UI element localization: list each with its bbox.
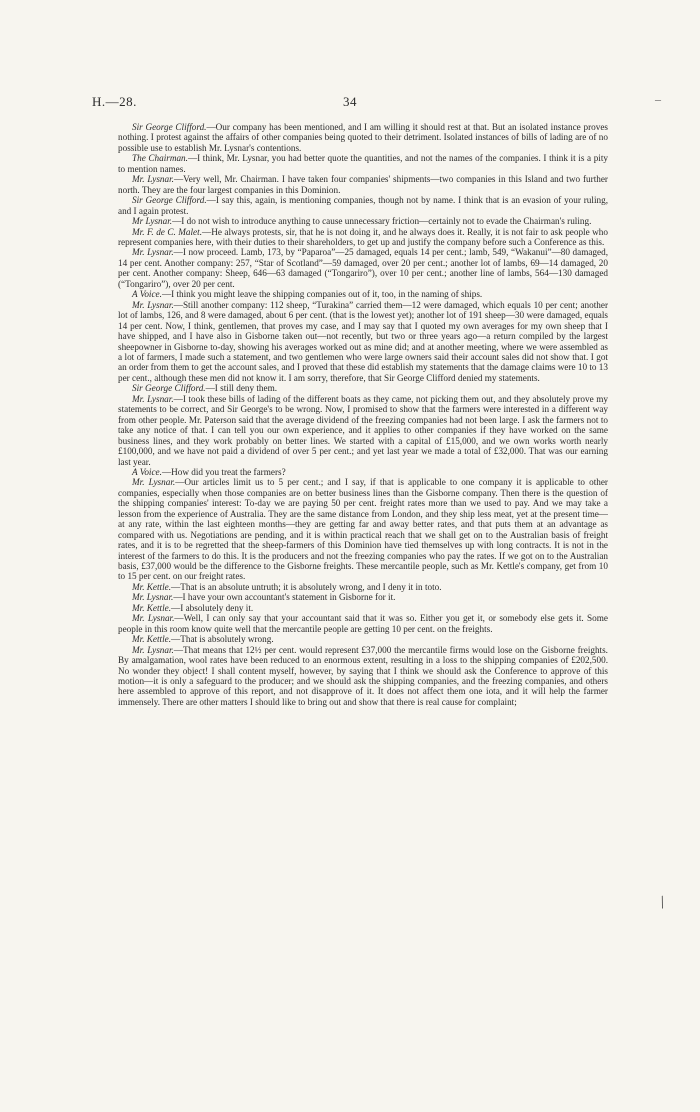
speaker-name: Mr. Lysnar. (132, 477, 176, 488)
speech-text: —That is absolutely wrong. (171, 634, 274, 645)
speaker-name: A Voice. (132, 466, 162, 477)
paragraph (118, 227, 608, 248)
margin-mark-top: – (655, 92, 661, 106)
speaker-name: Mr. Lysnar. (132, 299, 174, 310)
speaker-name: A Voice. (132, 289, 162, 300)
speech-text: —Still another company: 112 sheep, “Turakina” carried them—12 were damaged, which equals 10 per cent; another lot of lambs, 126, and 8 were damaged, about 6 per cent. (that is the lowest yet); another lot of 191 sheep—30 were damaged, equals 14 per cent. Now, I think, gentlemen, that proves my case, and I may say that I quoted my own averages for my own sheep that I have shipped, and I have also in Gisborne taken out—not recently, but two or three years ago—a return compiled by the largest sheepowner in Gisborne to-day, showing his averages worked out as mine did; and at another meeting, where we were assembled as a lot of farmers, I made such a statement, and two gentlemen who were large owners said their account sales did not show that. I got an order from them to get the account sales, and I proved that these did establish my statements that the damage claims were 10 to 13 per cent., although these men did not know it. I am sorry, therefore, that Sir George Clifford denied my statements. (118, 299, 609, 383)
paragraph (118, 603, 608, 613)
paragraph (118, 216, 608, 226)
speech-text: —Our articles limit us to 5 per cent.; and I say, if that is applicable to one company it is applicable to other companies, especially when those companies are on better business lines than the Gisborne company. Then there is the question of the shipping companies' interest: To-day we are paying 50 per cent. freight rates more than we used to pay. And we may take a lesson from the experience of Australia. They are the same distance from London, and they ship less meat, yet at the present time—at any rate, within the last eighteen months—they are getting far and away better rates, and that puts them at an advantage as compared with us. Negotiations are pending, and it is within practical reach that we shall get on to the Australian basis of freight rates, and it is to be regretted that the sheep-farmers of this Dominion have tied themselves up with long contracts. It is not in the interest of the farmers to do this. It is the producers and not the freezing companies who pay the rates. If we got on to the Australian basis, £37,000 would be the difference to the Gisborne freights. These mercantile people, such as Mr. Kettle's company, get from 10 to 15 per cent. on our freight rates. (118, 477, 608, 582)
paragraph (118, 174, 608, 195)
speaker-name: Mr. Kettle. (132, 634, 172, 645)
speaker-name: Sir George Clifford. (132, 195, 207, 206)
speech-text: —Our company has been mentioned, and I am willing it should rest at that. But an isolated instance proves nothing. I protest against the affairs of other companies being quoted to their detriment. Isolated instances of bills of lading are of no possible use to establish Mr. Lysnar's contentions. (118, 122, 608, 153)
paragraph (118, 195, 608, 216)
paragraph (118, 613, 608, 634)
speaker-name: Mr. Kettle. (132, 602, 172, 613)
paragraph (118, 247, 608, 289)
paragraph (118, 582, 608, 592)
paragraph (118, 634, 608, 644)
speaker-name: Mr. Lysnar. (132, 247, 174, 258)
speech-text: —I took these bills of lading of the different boats as they came, not picking them out, and they absolutely prove my statements to be correct, and Sir George's to be wrong. Now, I promised to show that the farmers were interested in a different way from other people. Mr. Paterson said that the average dividend of the freezing companies had not been large. I ask the farmers not to take any notice of that. I can tell you our own experience, and it applies to other companies if they have worked on the same business lines, and they work probably on better lines. We started with a capital of £15,000, and we own works worth nearly £100,000, and we have not paid a dividend of over 5 per cent.; and yet last year we made a total of £32,000. That was our earning last year. (118, 393, 608, 467)
paragraph (118, 383, 608, 393)
speech-text: —Very well, Mr. Chairman. I have taken four companies' shipments—two companies in this Island and two further north. They are the four largest companies in this Dominion. (118, 174, 608, 195)
paragraph (118, 645, 608, 708)
speech-text: —I still deny them. (205, 383, 278, 394)
speech-text: —That is an absolute untruth; it is absolutely wrong, and I deny it in toto. (171, 581, 442, 592)
speaker-name: Mr. F. de C. Malet. (132, 226, 202, 237)
speech-text: —How did you treat the farmers? (161, 466, 286, 477)
speaker-name: Mr. Lysnar. (132, 174, 174, 185)
speech-text: —I absolutely deny it. (171, 602, 254, 613)
speaker-name: Sir George Clifford. (132, 383, 206, 394)
speaker-name: Mr Lysnar. (132, 216, 173, 227)
paragraph (118, 122, 608, 153)
speech-text: —I think, Mr. Lysnar, you had better quote the quantities, and not the names of the companies. I think it is a pity to mention names. (118, 153, 608, 174)
page-header (92, 94, 608, 110)
speech-text: —Well, I can only say that your accountant said that it was so. Either you get it, or somebody else gets it. Some people in this room know quite well that the mercantile people are getting 10 per cent. on the freights. (118, 613, 608, 634)
paragraph (118, 300, 608, 384)
speech-text: —That means that 12½ per cent. would represent £37,000 the mercantile firms would lose on the Gisborne freights. By amalgamation, wool rates have been reduced to an enormous extent, resulting in a loss to the shipping companies of £202,500. No wonder they object! I shall content myself, however, by saying that I think we should ask the Conference to approve of this motion—it is only a safeguard to the producer; and we should ask the shipping companies, and the freezing companies, and others here assembled to approve of this report, and not disapprove of it. It does not affect them one iota, and it will help the farmer immensely. There are other matters I should like to bring out and show that there is real cause for complaint; (118, 644, 608, 707)
speech-text: —I have your own accountant's statement in Gisborne for it. (173, 592, 396, 603)
speech-text: —I now proceed. Lamb, 173, by “Paparoa”—25 damaged, equals 14 per cent.; lamb, 549, “Wakanui”—80 damaged, 14 per cent. Another company: 257, “Star of Scotland”—59 damaged, over 20 per cent.; another lot of lambs, 69—14 damaged, 20 per cent. Another company: Sheep, 646—63 damaged (“Tongariro”), over 10 per cent.; another line of lambs, 564—130 damaged (“Tongariro”), over 20 per cent. (118, 247, 608, 289)
speech-text: —He always protests, sir, that he is not doing it, and he always does it. Really, it is not fair to ask people who represent companies here, with their duties to their shareholders, to get up and justify the company before such a Conference as this. (118, 226, 608, 247)
speaker-name: Mr. Lysnar. (132, 644, 174, 655)
speech-text: —I do not wish to introduce anything to cause unnecessary friction—certainly not to evade the Chairman's ruling. (172, 216, 592, 227)
speaker-name: The Chairman. (132, 153, 188, 164)
speaker-name: Mr. Lysnar. (132, 393, 174, 404)
speaker-name: Mr. Lysnar. (132, 592, 174, 603)
paragraph (118, 592, 608, 602)
paragraph (118, 394, 608, 467)
speaker-name: Mr. Kettle. (132, 581, 172, 592)
paragraph (118, 467, 608, 477)
speaker-name: Sir George Clifford. (132, 122, 207, 132)
speech-text: —I say this, again, is mentioning companies, though not by name. I think that is an evasion of your ruling, and I again protest. (118, 195, 608, 216)
speaker-name: Mr. Lysnar. (132, 613, 175, 624)
transcript-body (118, 122, 608, 707)
paragraph (118, 477, 608, 582)
speech-text: —I think you might leave the shipping companies out of it, too, in the naming of ships. (161, 289, 483, 300)
paragraph (118, 153, 608, 174)
document-reference: H.—28. (92, 94, 137, 109)
paragraph (118, 289, 608, 299)
margin-mark-right: / (656, 891, 669, 913)
page-number: 34 (343, 94, 357, 109)
